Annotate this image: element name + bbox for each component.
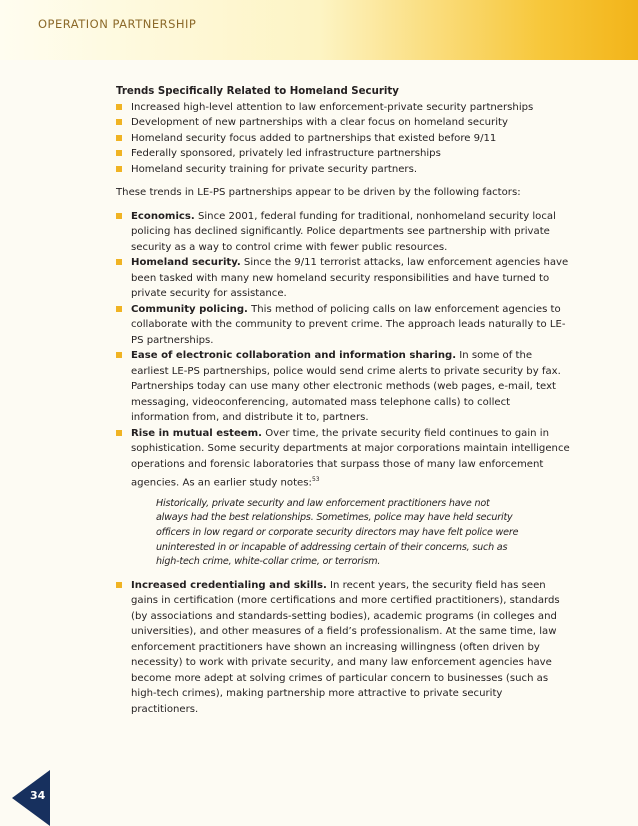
list-item [116, 100, 571, 116]
page-number: 34 [30, 789, 46, 802]
square-bullet-icon [116, 150, 122, 156]
factor-term: Ease of electronic collaboration and information sharing. [131, 350, 457, 361]
list-item-text: Increased high-level attention to law enforcement-private security partnerships [131, 101, 534, 113]
list-item [116, 426, 571, 570]
section-heading: Trends Specifically Related to Homeland Security [116, 86, 399, 97]
quote-line: always had the best relationships. Sometimes, police may have held security [156, 512, 513, 524]
intro-paragraph: These trends in LE-PS partnerships appear to be driven by the following factors: [116, 187, 521, 198]
factor-text: Over time, the private security field continues to gain in sophistication. Some security departments at major corporations maintain intelligence operations and forensic laboratories that surpass those of many law enforcement agencies. As an earlier study notes: [131, 427, 570, 489]
factor-text: In some of the earliest LE-PS partnerships, police would send crime alerts to private security by fax. Partnerships today can use many other electronic methods (web pages, e-mail, text messaging, videoconferencing, automated mass telephone calls) to collect information from, and distribute it to, partners. [131, 350, 561, 423]
square-bullet-icon [116, 582, 122, 588]
footnote-marker: 53 [311, 476, 320, 483]
square-bullet-icon [116, 259, 122, 265]
factor-term: Economics. [131, 210, 195, 222]
square-bullet-icon [116, 135, 122, 141]
list-item [116, 578, 571, 718]
square-bullet-icon [116, 306, 122, 312]
quote-line: high-tech crime, white-collar crime, or terrorism. [156, 556, 381, 568]
list-item [116, 209, 571, 256]
list-item [116, 146, 571, 162]
square-bullet-icon [116, 213, 122, 219]
list-item [116, 162, 571, 178]
square-bullet-icon [116, 352, 122, 358]
factor-term: Homeland security. [131, 257, 241, 268]
quote-line: uninterested in or incapable of addressing certain of their concerns, such as [156, 541, 508, 553]
factor-term: Community policing. [131, 303, 248, 315]
square-bullet-icon [116, 119, 122, 125]
page-content [116, 84, 571, 717]
factor-text: Since the 9/11 terrorist attacks, law enforcement agencies have been tasked with many new homeland security responsibilities and have turned to private security for assistance. [131, 257, 569, 299]
list-item [116, 348, 571, 426]
list-item-text: Homeland security focus added to partnerships that existed before 9/11 [131, 132, 497, 144]
list-item-text: Federally sponsored, privately led infrastructure partnerships [131, 148, 441, 159]
trends-list [116, 100, 571, 178]
quote-line: officers in low regard or corporate security directors may have felt police were [156, 527, 519, 539]
list-item [116, 255, 571, 302]
factor-term: Rise in mutual esteem. [131, 427, 262, 439]
factor-text: In recent years, the security field has seen gains in certification (more certifications and more certified practitioners), standards (by associations and standards-setting bodies), academic programs (in colleges and universities), and other measures of a field’s professionalism. At the same time, law enforcement practitioners have shown an increasing willingness (often driven by necessity) to work with private security, and many law enforcement agencies have become more adept at solving crimes of particular concern to businesses (such as high-tech crimes), making partnership more attractive to private security practitioners. [131, 579, 560, 715]
list-item-text: Development of new partnerships with a clear focus on homeland security [131, 117, 508, 128]
list-item [116, 115, 571, 131]
quote-line: Historically, private security and law enforcement practitioners have not [156, 497, 490, 509]
square-bullet-icon [116, 104, 122, 110]
square-bullet-icon [116, 430, 122, 436]
factors-list [116, 209, 571, 718]
running-head: OPERATION PARTNERSHIP [38, 17, 197, 31]
block-quote [156, 497, 571, 570]
factor-text: This method of policing calls on law enforcement agencies to collaborate with the community to prevent crime. The approach leads naturally to LE-PS partnerships. [131, 303, 566, 346]
square-bullet-icon [116, 166, 122, 172]
factor-text: Since 2001, federal funding for traditional, nonhomeland security local policing has declined significantly. Police departments see partnership with private security as a way to control crime with fewer public resources. [131, 210, 556, 253]
list-item-text: Homeland security training for private security partners. [131, 163, 418, 175]
list-item [116, 131, 571, 147]
factor-term: Increased credentialing and skills. [131, 579, 327, 591]
list-item [116, 302, 571, 349]
